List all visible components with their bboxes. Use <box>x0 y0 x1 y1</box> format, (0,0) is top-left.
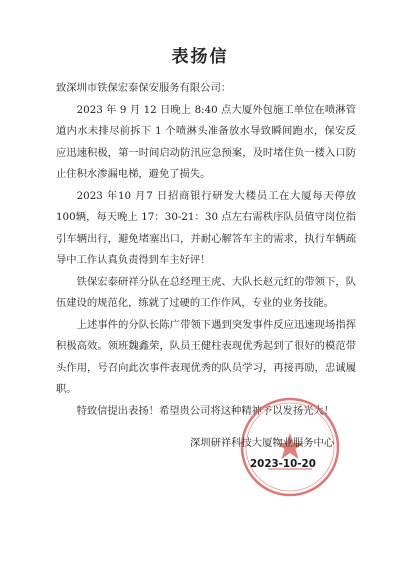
paragraph-1: 2023 年 9 月 12 日晚上 8:40 点大厦外包施工单位在喷淋管道内水未排尽前拆下 1 个喷淋头准备放水导致瞬间跑水，保安反应迅速积极，第一时间启动防汛应急预案，及时堵住负一楼入口防止住积水渗漏电梯，避免了损失。 <box>56 103 356 180</box>
paragraph-2: 2023 年10 月7 日招商银行研发大楼员工在大厦每天停放100辆，每天晚上 17：30-21：30 点左右需秩序队员值守岗位指引车辆出行，避免堵塞出口，并耐心解答车主的需求，执行车辆疏导中工作认真负责得到车主好评！ <box>56 189 356 266</box>
salutation: 致深圳市铁保宏泰保安服务有限公司： <box>56 82 232 94</box>
paragraph-4: 上述事件的分队长陈广带领下遇到突发事件反应迅速现场指挥积极高效。领班魏鑫荣，队员王健柱表现优秀起到了很好的模范带头作用，号召向此次事件表现优秀的队员学习，再接再励，忠诚履职。 <box>56 318 356 395</box>
paragraph-3: 铁保宏泰研祥分队在总经理王虎、大队长赵元红的带领下，队伍建设的规范化，练就了过硬的工作作风，专业的业务技能。 <box>56 275 356 309</box>
letter-body <box>56 78 356 422</box>
signature-date: 2023-10-20 <box>250 458 316 470</box>
paragraph-5: 特致信提出表扬！希望贵公司将这种精神予以发扬光大！ <box>76 404 335 417</box>
signature-organization: 深圳研祥科技大厦物业服务中心 <box>190 437 335 449</box>
letter-title: 表扬信 <box>171 47 229 67</box>
